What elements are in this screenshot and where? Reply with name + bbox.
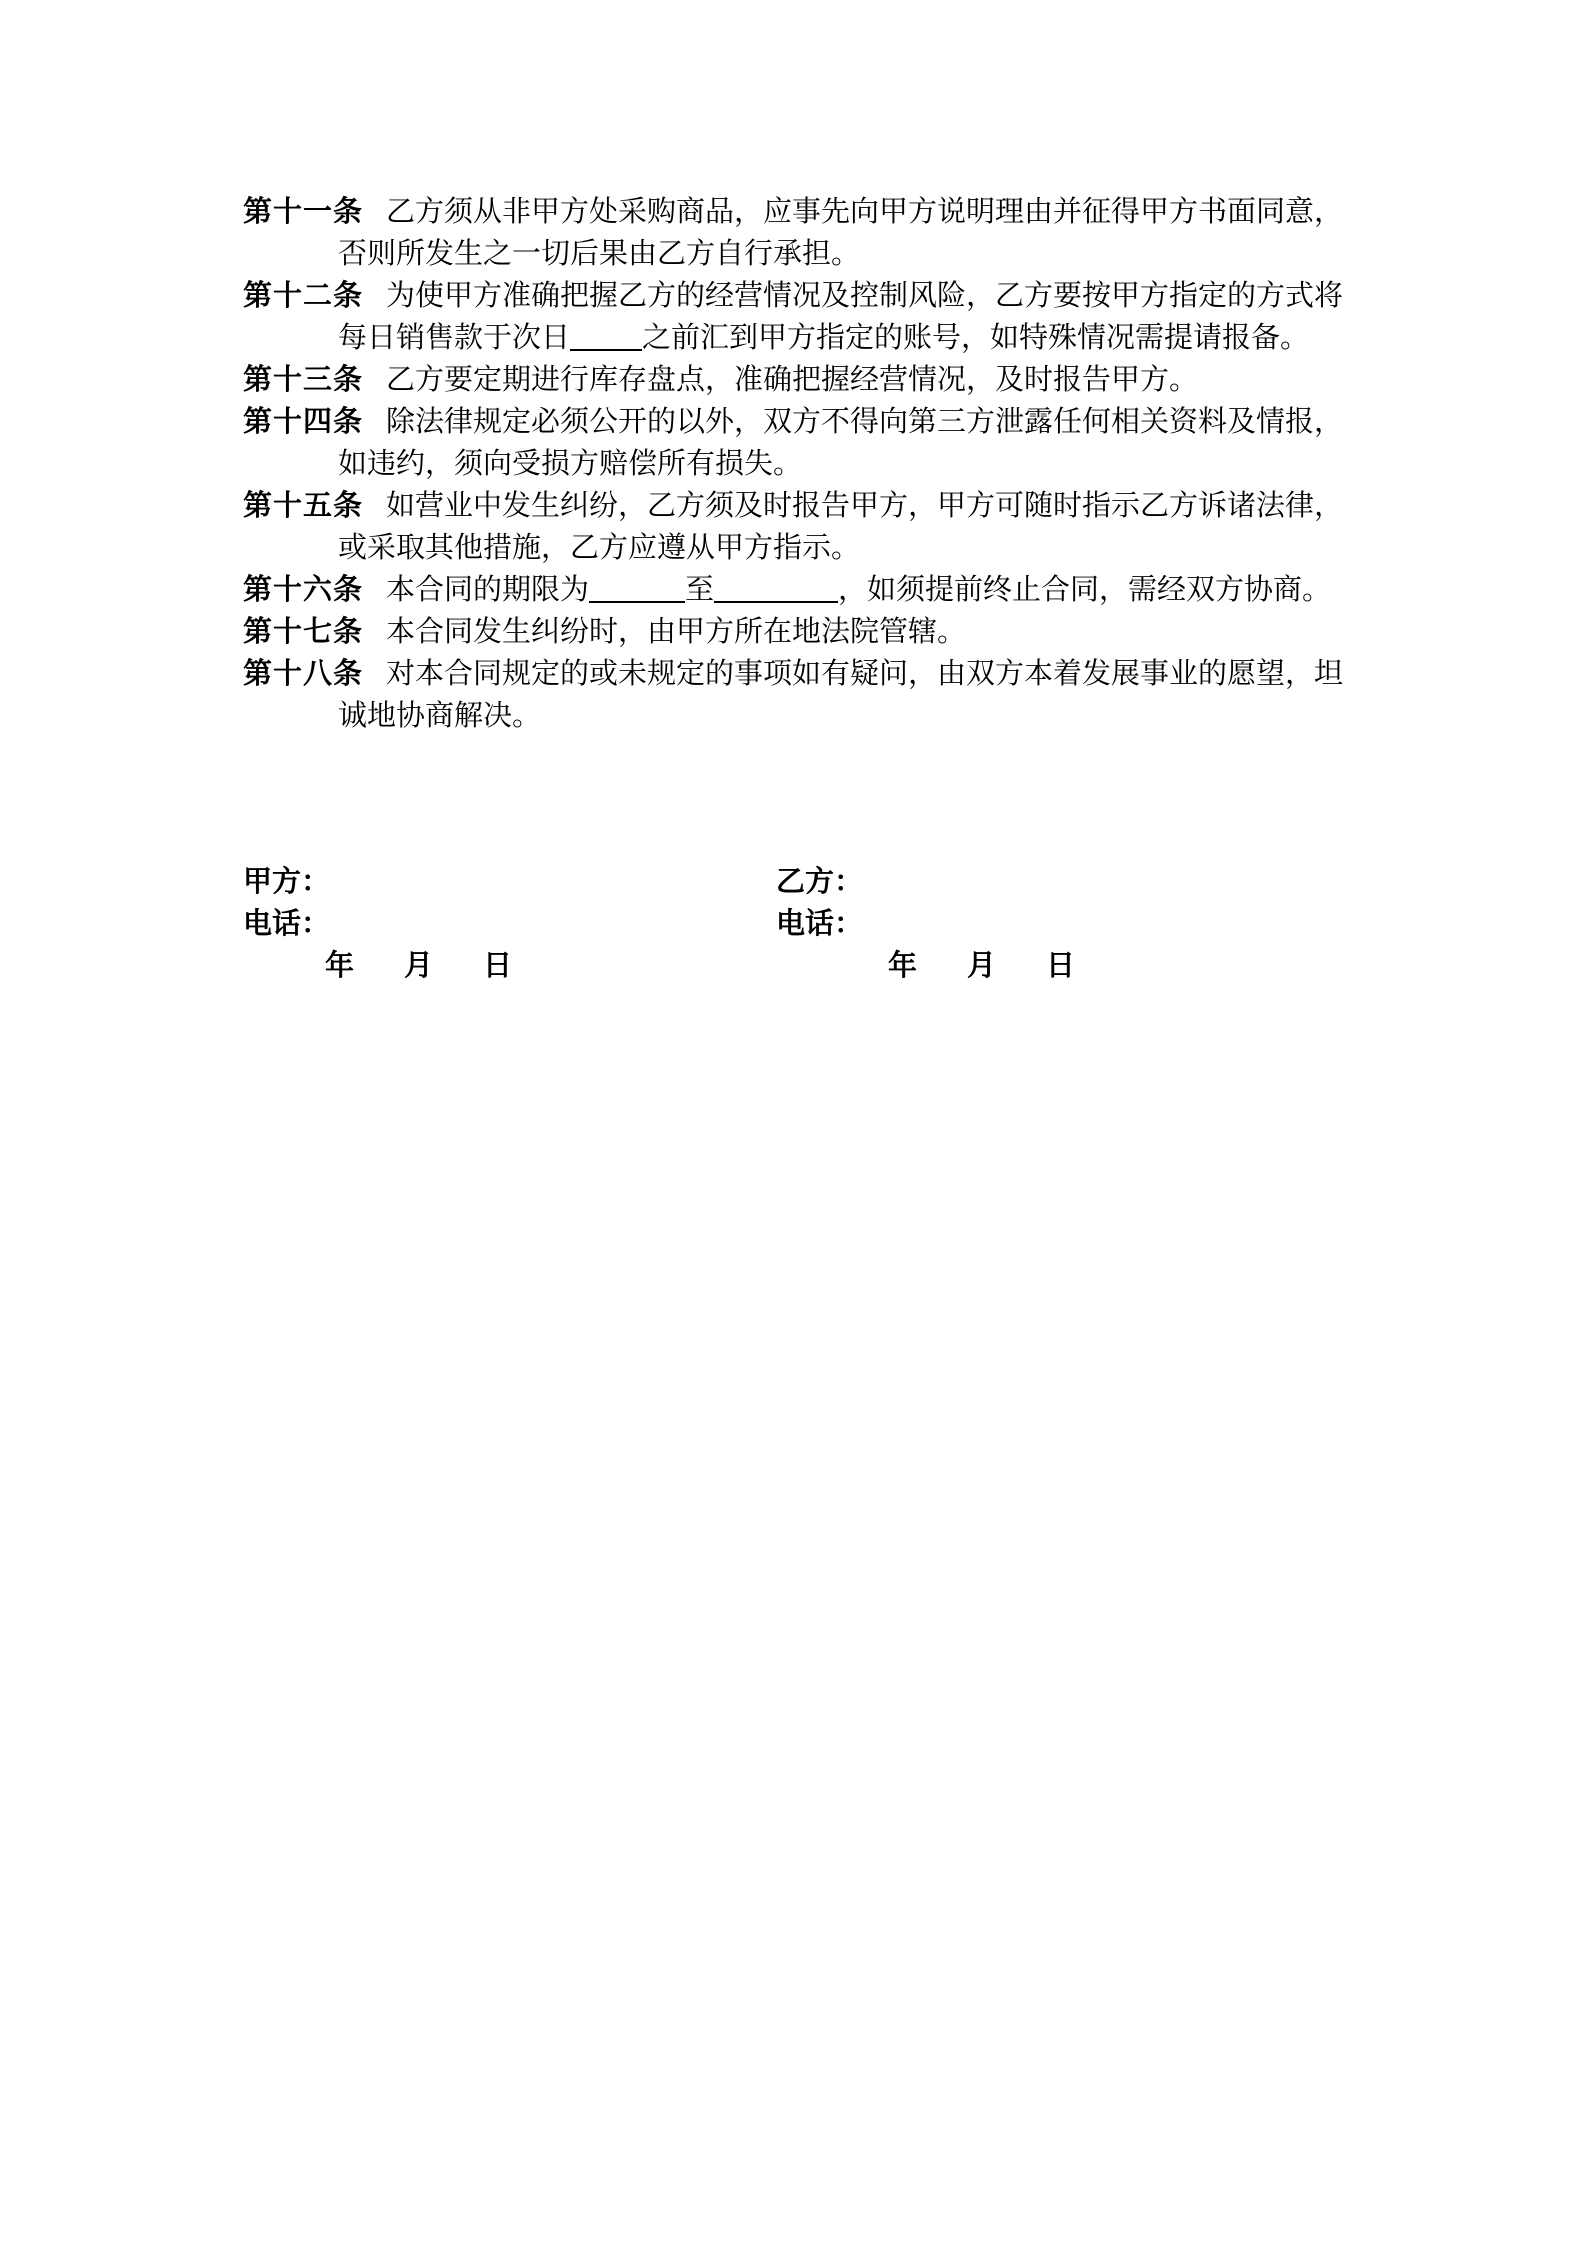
clause-text-segment: 之前汇到甲方指定的账号，如特殊情况需提请报备。 bbox=[642, 320, 1310, 354]
year-label: 年 bbox=[325, 948, 355, 982]
clause-text-segment: ，如须提前终止合同，需经双方协商。 bbox=[838, 572, 1332, 606]
fill-in-blank-start-date bbox=[589, 571, 685, 603]
clause-text-segment: 本合同的期限为 bbox=[386, 572, 590, 606]
clause-number: 第十六条 bbox=[243, 572, 364, 606]
clause-text bbox=[338, 274, 1355, 358]
party-a-label: 甲方： bbox=[243, 864, 331, 898]
year-label: 年 bbox=[888, 948, 918, 982]
clause-number: 第十七条 bbox=[243, 614, 364, 648]
clause-number: 第十三条 bbox=[243, 362, 364, 396]
clause-number: 第十四条 bbox=[243, 404, 364, 438]
clause-text-segment: 至 bbox=[685, 572, 715, 606]
clause-13 bbox=[243, 358, 1355, 400]
clause-text bbox=[338, 652, 1355, 736]
clause-number: 第十五条 bbox=[243, 488, 364, 522]
clause-text bbox=[338, 400, 1355, 484]
day-label: 日 bbox=[483, 948, 513, 982]
clause-text-segment: 如营业中发生纠纷，乙方须及时报告甲方，甲方可随时指示乙方诉诸法律，或采取其他措施，乙方应遵从甲方指示。 bbox=[338, 488, 1344, 564]
clause-number: 第十八条 bbox=[243, 656, 364, 690]
clause-text bbox=[338, 190, 1355, 274]
clause-18 bbox=[243, 652, 1355, 736]
fill-in-blank-time bbox=[570, 319, 642, 351]
clause-text bbox=[338, 610, 1355, 652]
clause-text bbox=[338, 568, 1355, 610]
party-b-phone-label: 电话： bbox=[776, 906, 864, 940]
contract-clauses bbox=[243, 190, 1355, 736]
clause-number: 第十一条 bbox=[243, 194, 364, 228]
clause-number: 第十二条 bbox=[243, 278, 364, 312]
clause-text-segment: 为使甲方准确把握乙方的经营情况及控制风险，乙方要按甲方指定的方式将每日销售款于次日 bbox=[338, 278, 1344, 354]
clause-17 bbox=[243, 610, 1355, 652]
day-label: 日 bbox=[1046, 948, 1076, 982]
party-b-signature bbox=[776, 860, 1256, 986]
party-b-date bbox=[776, 944, 1256, 986]
clause-text-segment: 对本合同规定的或未规定的事项如有疑问，由双方本着发展事业的愿望，坦诚地协商解决。 bbox=[338, 656, 1344, 732]
clause-text-segment: 乙方须从非甲方处采购商品，应事先向甲方说明理由并征得甲方书面同意，否则所发生之一切后果由乙方自行承担。 bbox=[338, 194, 1344, 270]
clause-text-segment: 除法律规定必须公开的以外，双方不得向第三方泄露任何相关资料及情报，如违约，须向受损方赔偿所有损失。 bbox=[338, 404, 1344, 480]
party-a-signature bbox=[243, 860, 723, 986]
clause-16 bbox=[243, 568, 1355, 610]
clause-text-segment: 乙方要定期进行库存盘点，准确把握经营情况，及时报告甲方。 bbox=[386, 362, 1199, 396]
party-a-date bbox=[243, 944, 723, 986]
party-b-label: 乙方： bbox=[776, 864, 864, 898]
clause-12 bbox=[243, 274, 1355, 358]
clause-15 bbox=[243, 484, 1355, 568]
party-a-phone-label: 电话： bbox=[243, 906, 331, 940]
clause-text bbox=[338, 358, 1355, 400]
month-label: 月 bbox=[967, 948, 997, 982]
clause-11 bbox=[243, 190, 1355, 274]
clause-14 bbox=[243, 400, 1355, 484]
clause-text bbox=[338, 484, 1355, 568]
fill-in-blank-end-date bbox=[714, 571, 838, 603]
clause-text-segment: 本合同发生纠纷时，由甲方所在地法院管辖。 bbox=[386, 614, 967, 648]
month-label: 月 bbox=[404, 948, 434, 982]
